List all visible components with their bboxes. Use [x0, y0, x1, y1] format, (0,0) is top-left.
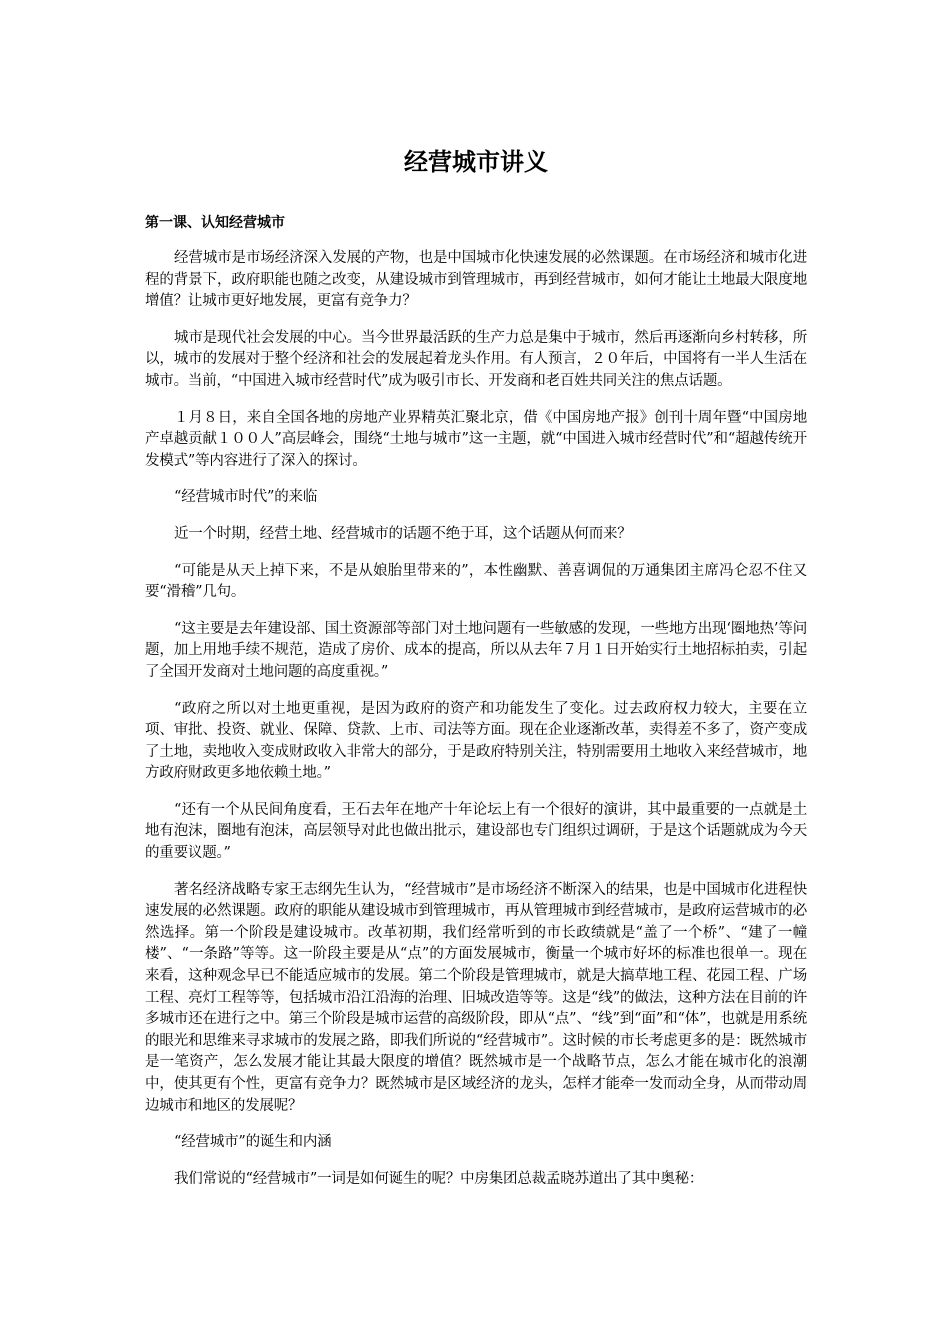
paragraph: １月８日，来自全国各地的房地产业界精英汇聚北京，借《中国房地产报》创刊十周年暨“中国房地产卓越贡献１００人”高层峰会，围绕“土地与城市”这一主题，就“中国进入城市经营时代”和“超越传统开发模式”等内容进行了深入的探讨。 — [145, 409, 807, 469]
paragraph: 经营城市是市场经济深入发展的产物，也是中国城市化快速发展的必然课题。在市场经济和城市化进程的背景下，政府职能也随之改变，从建设城市到管理城市，再到经营城市，如何才能让土地最大限度地增值？让城市更好地发展，更富有竞争力？ — [145, 250, 807, 310]
paragraph: “还有一个从民间角度看，王石去年在地产十年论坛上有一个很好的演讲，其中最重要的一点就是土地有泡沫，圈地有泡沫，高层领导对此也做出批示，建设部也专门组织过调研，于是这个话题就成为今天的重要议题。” — [145, 801, 807, 862]
paragraph: 城市是现代社会发展的中心。当今世界最活跃的生产力总是集中于城市，然后再逐渐向乡村转移，所以，城市的发展对于整个经济和社会的发展起着龙头作用。有人预言，２０年后，中国将有一半人生活在城市。当前，“中国进入城市经营时代”成为吸引市长、开发商和老百姓共同关注的焦点话题。 — [145, 329, 807, 389]
lesson-heading: 第一课、认知经营城市 — [145, 215, 285, 231]
section-subheading: “经营城市时代”的来临 — [174, 489, 318, 506]
paragraph: 我们常说的“经营城市”一词是如何诞生的呢？中房集团总裁孟晓苏道出了其中奥秘： — [174, 1170, 704, 1187]
paragraph: 近一个时期，经营土地、经营城市的话题不绝于耳，这个话题从何而来？ — [174, 525, 632, 542]
paragraph: “这主要是去年建设部、国土资源部等部门对土地问题有一些敏感的发现，一些地方出现‘圈地热’等问题，加上用地手续不规范，造成了房价、成本的提高，所以从去年７月１日开始实行土地招标拍卖，引起了全国开发商对土地问题的高度重视。” — [145, 620, 807, 680]
paragraph: “政府之所以对土地更重视，是因为政府的资产和功能发生了变化。过去政府权力较大，主要在立项、审批、投资、就业、保障、贷款、上市、司法等方面。现在企业逐渐改革，卖得差不多了，资产变成了土地，卖地收入变成财政收入非常大的部分，于是政府特别关注，特别需要用土地收入来经营城市，地方政府财政更多地依赖土地。” — [145, 700, 807, 782]
document-body — [145, 248, 807, 1205]
paragraph: 著名经济战略专家王志纲先生认为，“经营城市”是市场经济不断深入的结果，也是中国城市化进程快速发展的必然课题。政府的职能从建设城市到管理城市，再从管理城市到经营城市，是政府运营城市的必然选择。第一个阶段是建设城市。改革初期，我们经常听到的市长政绩就是“盖了一个桥”、“建了一幢楼”、“一条路”等等。这一阶段主要是从“点”的方面发展城市，衡量一个城市好坏的标准也很单一。现在来看，这种观念早已不能适应城市的发展。第二个阶段是管理城市，就是大搞草地工程、花园工程、广场工程、亮灯工程等等，包括城市沿江沿海的治理、旧城改造等等。这是“线”的做法，这种方法在目前的许多城市还在进行之中。第三个阶段是城市运营的高级阶段，即从“点”、“线”到“面”和“体”，也就是用系统的眼光和思维来寻求城市的发展之路，即我们所说的“经营城市”。这时候的市长考虑更多的是：既然城市是一笔资产，怎么发展才能让其最大限度的增值？既然城市是一个战略节点，怎么才能在城市化的浪潮中，使其更有个性，更富有竞争力？既然城市是区域经济的龙头，怎样才能牵一发而动全身，从而带动周边城市和地区的发展呢？ — [145, 881, 807, 1114]
document-title: 经营城市讲义 — [404, 148, 548, 176]
section-subheading: “经营城市”的诞生和内涵 — [174, 1134, 332, 1151]
paragraph: “可能是从天上掉下来，不是从娘胎里带来的”，本性幽默、善喜调侃的万通集团主席冯仑忍不住又要“滑稽”几句。 — [145, 562, 807, 601]
